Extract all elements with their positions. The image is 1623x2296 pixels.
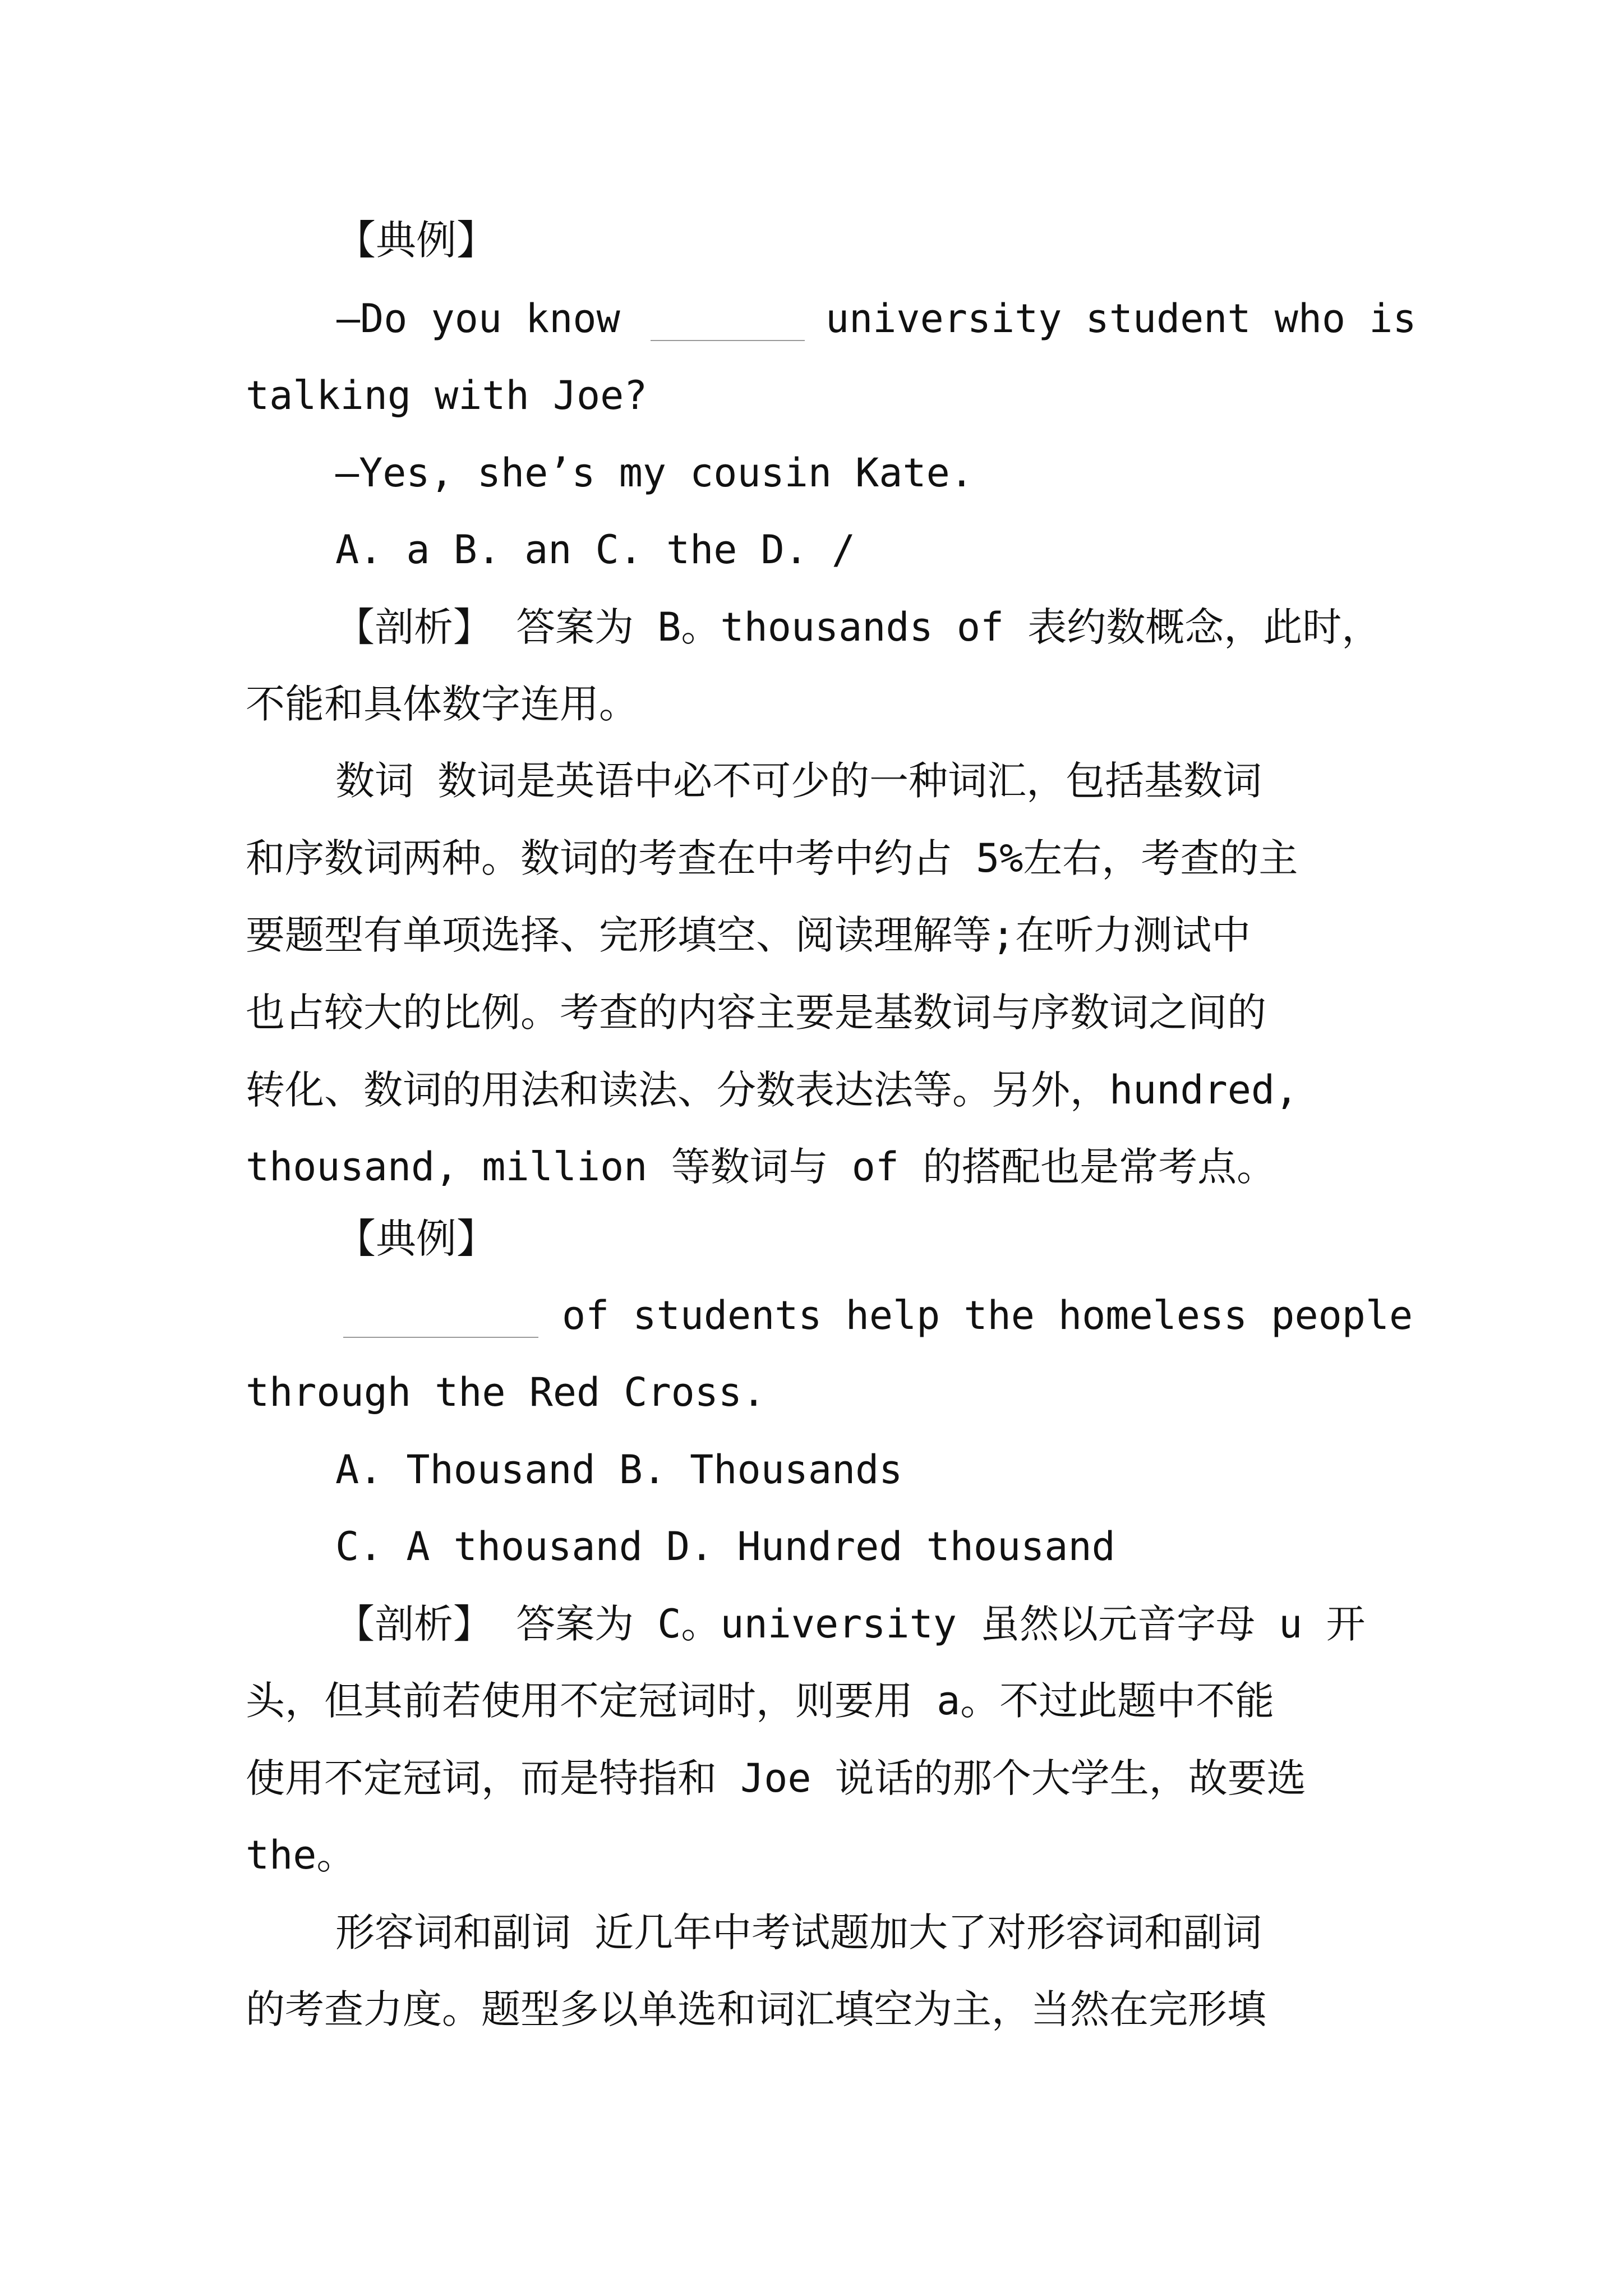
paragraph2-line-2: 的考查力度。题型多以单选和词汇填空为主，当然在完形填 xyxy=(246,1986,1266,2032)
paragraph-line-2: 和序数词两种。数词的考查在中考中约占 5%左右，考查的主 xyxy=(246,835,1298,881)
paragraph-line-5: 转化、数词的用法和读法、分数表达法等。另外，hundred, xyxy=(246,1067,1299,1113)
question-line-1b: university student who is xyxy=(826,296,1417,342)
example-heading-2: 【典例】 xyxy=(335,1215,497,1262)
answer-blank-2 xyxy=(343,1304,538,1338)
paragraph-line-6: thousand, million 等数词与 of 的搭配也是常考点。 xyxy=(246,1144,1276,1190)
options2-line-1: A. Thousand B. Thousands xyxy=(335,1447,903,1493)
question2-line-1: of students help the homeless people xyxy=(562,1292,1413,1338)
paragraph2-line-1: 形容词和副词 近几年中考试题加大了对形容词和副词 xyxy=(335,1910,1262,1955)
options2-line-2: C. A thousand D. Hundred thousand xyxy=(335,1524,1115,1570)
analysis2-line-2: 头，但其前若使用不定冠词时，则要用 a。不过此题中不能 xyxy=(246,1678,1275,1724)
example-heading: 【典例】 xyxy=(335,217,497,264)
question-line-1a: —Do you know xyxy=(336,296,620,342)
answer-blank xyxy=(651,307,805,341)
analysis-line-1: 【剖析】 答案为 B。thousands of 表约数概念，此时， xyxy=(335,604,1381,650)
reply-line: —Yes, she’s my cousin Kate. xyxy=(335,450,974,496)
paragraph-line-4: 也占较大的比例。考查的内容主要是基数词与序数词之间的 xyxy=(246,990,1266,1036)
question2-line-2: through the Red Cross. xyxy=(246,1369,766,1415)
paragraph-line-3: 要题型有单项选择、完形填空、阅读理解等;在听力测试中 xyxy=(246,912,1251,958)
question-line-2: talking with Joe? xyxy=(246,372,648,418)
analysis2-line-1: 【剖析】 答案为 C。university 虽然以元音字母 u 开 xyxy=(335,1601,1366,1647)
analysis2-line-4: the。 xyxy=(246,1832,356,1878)
analysis-line-2: 不能和具体数字连用。 xyxy=(246,681,638,727)
analysis2-line-3: 使用不定冠词，而是特指和 Joe 说话的那个大学生，故要选 xyxy=(246,1755,1306,1801)
options-line: A. a B. an C. the D. / xyxy=(335,527,856,573)
paragraph-line-1: 数词 数词是英语中必不可少的一种词汇，包括基数词 xyxy=(335,758,1262,804)
